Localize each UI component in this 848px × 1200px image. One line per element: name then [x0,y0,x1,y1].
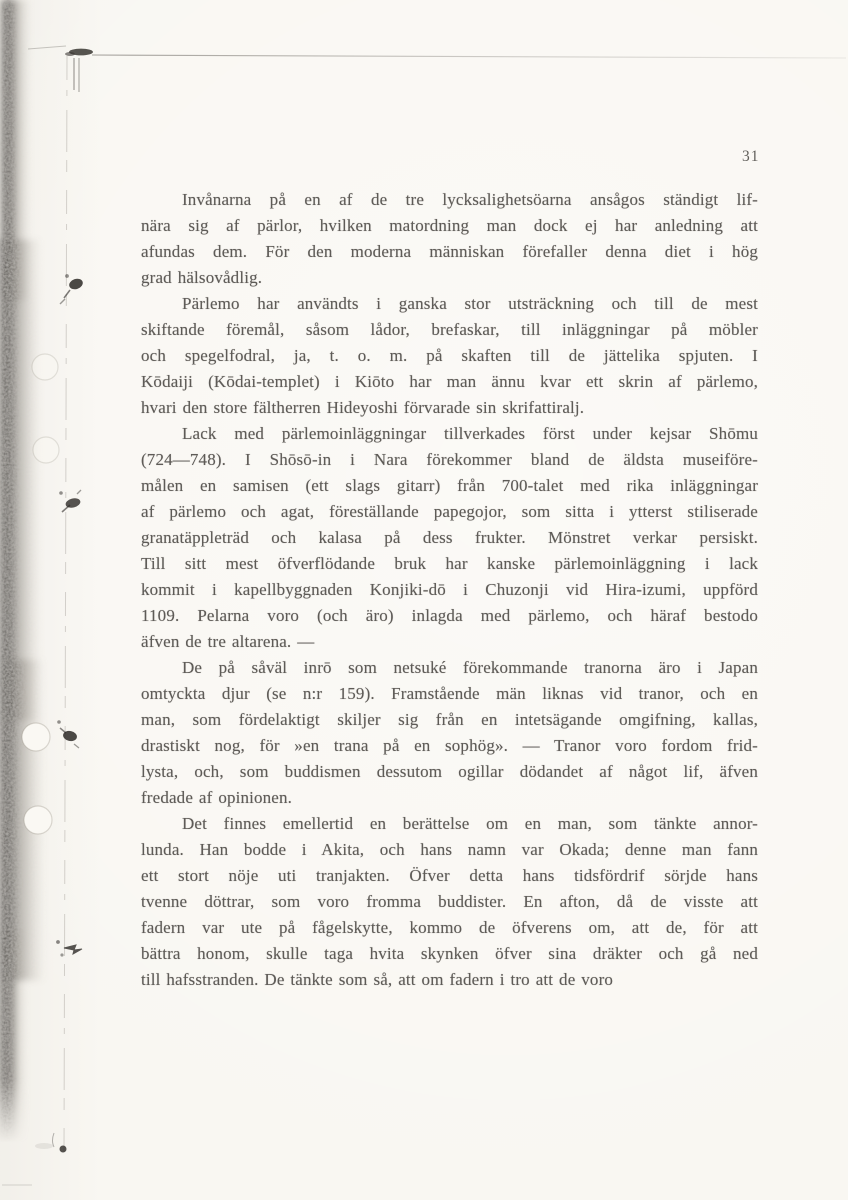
punch-hole-1 [32,354,58,380]
text-line: Lack med pärlemoinläggningar tillverkades först under kejsar Shōmu [182,424,758,443]
text-line: hvari den store fältherren Hideyoshi förvarade sin skrifattiralj. [141,398,585,417]
text-block [141,187,758,993]
text-line: ett stort nöje uti tranjakten. Öfver detta hans tidsfördrif sörjde hans [141,866,758,885]
text-line: De på såväl inrō som netsuké förekommande tranorna äro i Japan [182,658,758,677]
text-line: fadern var ute på fågelskytte, kommo de öfverens om, att de, för att [141,918,758,937]
paragraph [141,187,758,291]
text-line: äfven de tre altarena. — [141,632,315,651]
text-line: drastiskt nog, för »en trana på en sophög». — Tranor voro fordom frid- [141,736,758,755]
text-line: skiftande föremål, såsom lådor, brefaskar, till inläggningar på möbler [141,320,758,339]
paragraph [141,291,758,421]
text-line: 1109. Pelarna voro (och äro) inlagda med pärlemo, och häraf bestodo [141,606,758,625]
text-line: fredade af opinionen. [141,788,293,807]
page-number: 31 [742,148,760,165]
text-line: granatäppleträd och kalasa på dess frukter. Mönstret verkar persiskt. [141,528,758,547]
punch-hole-3 [22,723,50,751]
text-line: och spegelfodral, ja, t. o. m. på skaften till de jättelika spjuten. I [141,346,758,365]
punch-hole-2 [33,437,59,463]
text-line: man, som fördelaktigt skiljer sig från en intetsägande omgifning, kallas, [141,710,758,729]
text-line: bättra honom, skulle taga hvita skynken öfver sina dräkter och gå ned [141,944,758,963]
text-line: till hafsstranden. De tänkte som så, att om fadern i tro att de voro [141,970,614,989]
ink-smudge-1 [60,275,84,304]
text-line: omtyckta djur (se n:r 159). Framstående män liknas vid tranor, och en [141,684,758,703]
top-hairline-blob [65,49,93,56]
text-line: afundas dem. För den moderna människan förefaller denna diet i hög [141,242,758,261]
bottom-edge-smudge [2,1184,32,1186]
paragraph [141,811,758,993]
punch-hole-4 [24,806,52,834]
margin-crease-line [64,56,67,1152]
top-hairline-left-segment [28,46,66,49]
text-line: tvenne döttrar, som voro fromma buddister. En afton, då de visste att [141,892,758,911]
text-line: Kōdaiji (Kōdai-templet) i Kiōto har man ännu kvar ett skrin af pärlemo, [141,372,758,391]
text-line: lunda. Han bodde i Akita, och hans namn var Okada; denne man fann [141,840,758,859]
paragraph [141,655,758,811]
text-line: Det finnes emellertid en berättelse om en man, som tänkte annor- [182,814,758,833]
text-line: lysta, och, som buddismen dessutom ogillar dödandet af något lif, äfven [141,762,758,781]
text-line: Invånarna på en af de tre lycksalighetsöarna ansågos ständigt lif- [182,190,758,209]
ink-smudge-4 [57,941,82,957]
ink-smudge-2 [60,490,81,512]
text-line: målen en samisen (ett slags gitarr) från 700-talet med rika inläggningar [141,476,758,495]
text-line: nära sig af pärlor, hvilken matordning man dock ej har anledning att [141,216,758,235]
text-line: kommit i kapellbyggnaden Konjiki-dō i Chuzonji vid Hira-izumi, uppförd [141,580,758,599]
text-line: grad hälsovådlig. [141,268,263,287]
staple-mark [74,58,79,92]
binding-shadow-band [0,0,44,1155]
paragraph [141,421,758,655]
ink-smudge-3 [58,721,79,748]
ink-smudge-5 [35,1133,66,1152]
text-line: Pärlemo har användts i ganska stor utsträckning och till de mest [182,294,758,313]
text-line: af pärlemo och agat, föreställande papegojor, som sitta i ytterst stiliserade [141,502,758,521]
top-hairline [92,55,846,58]
text-line: (724—748). I Shōsō-in i Nara förekommer bland de äldsta museiföre- [141,450,758,469]
text-line: Till sitt mest öfverflödande bruk har kanske pärlemoinläggning i lack [141,554,758,573]
